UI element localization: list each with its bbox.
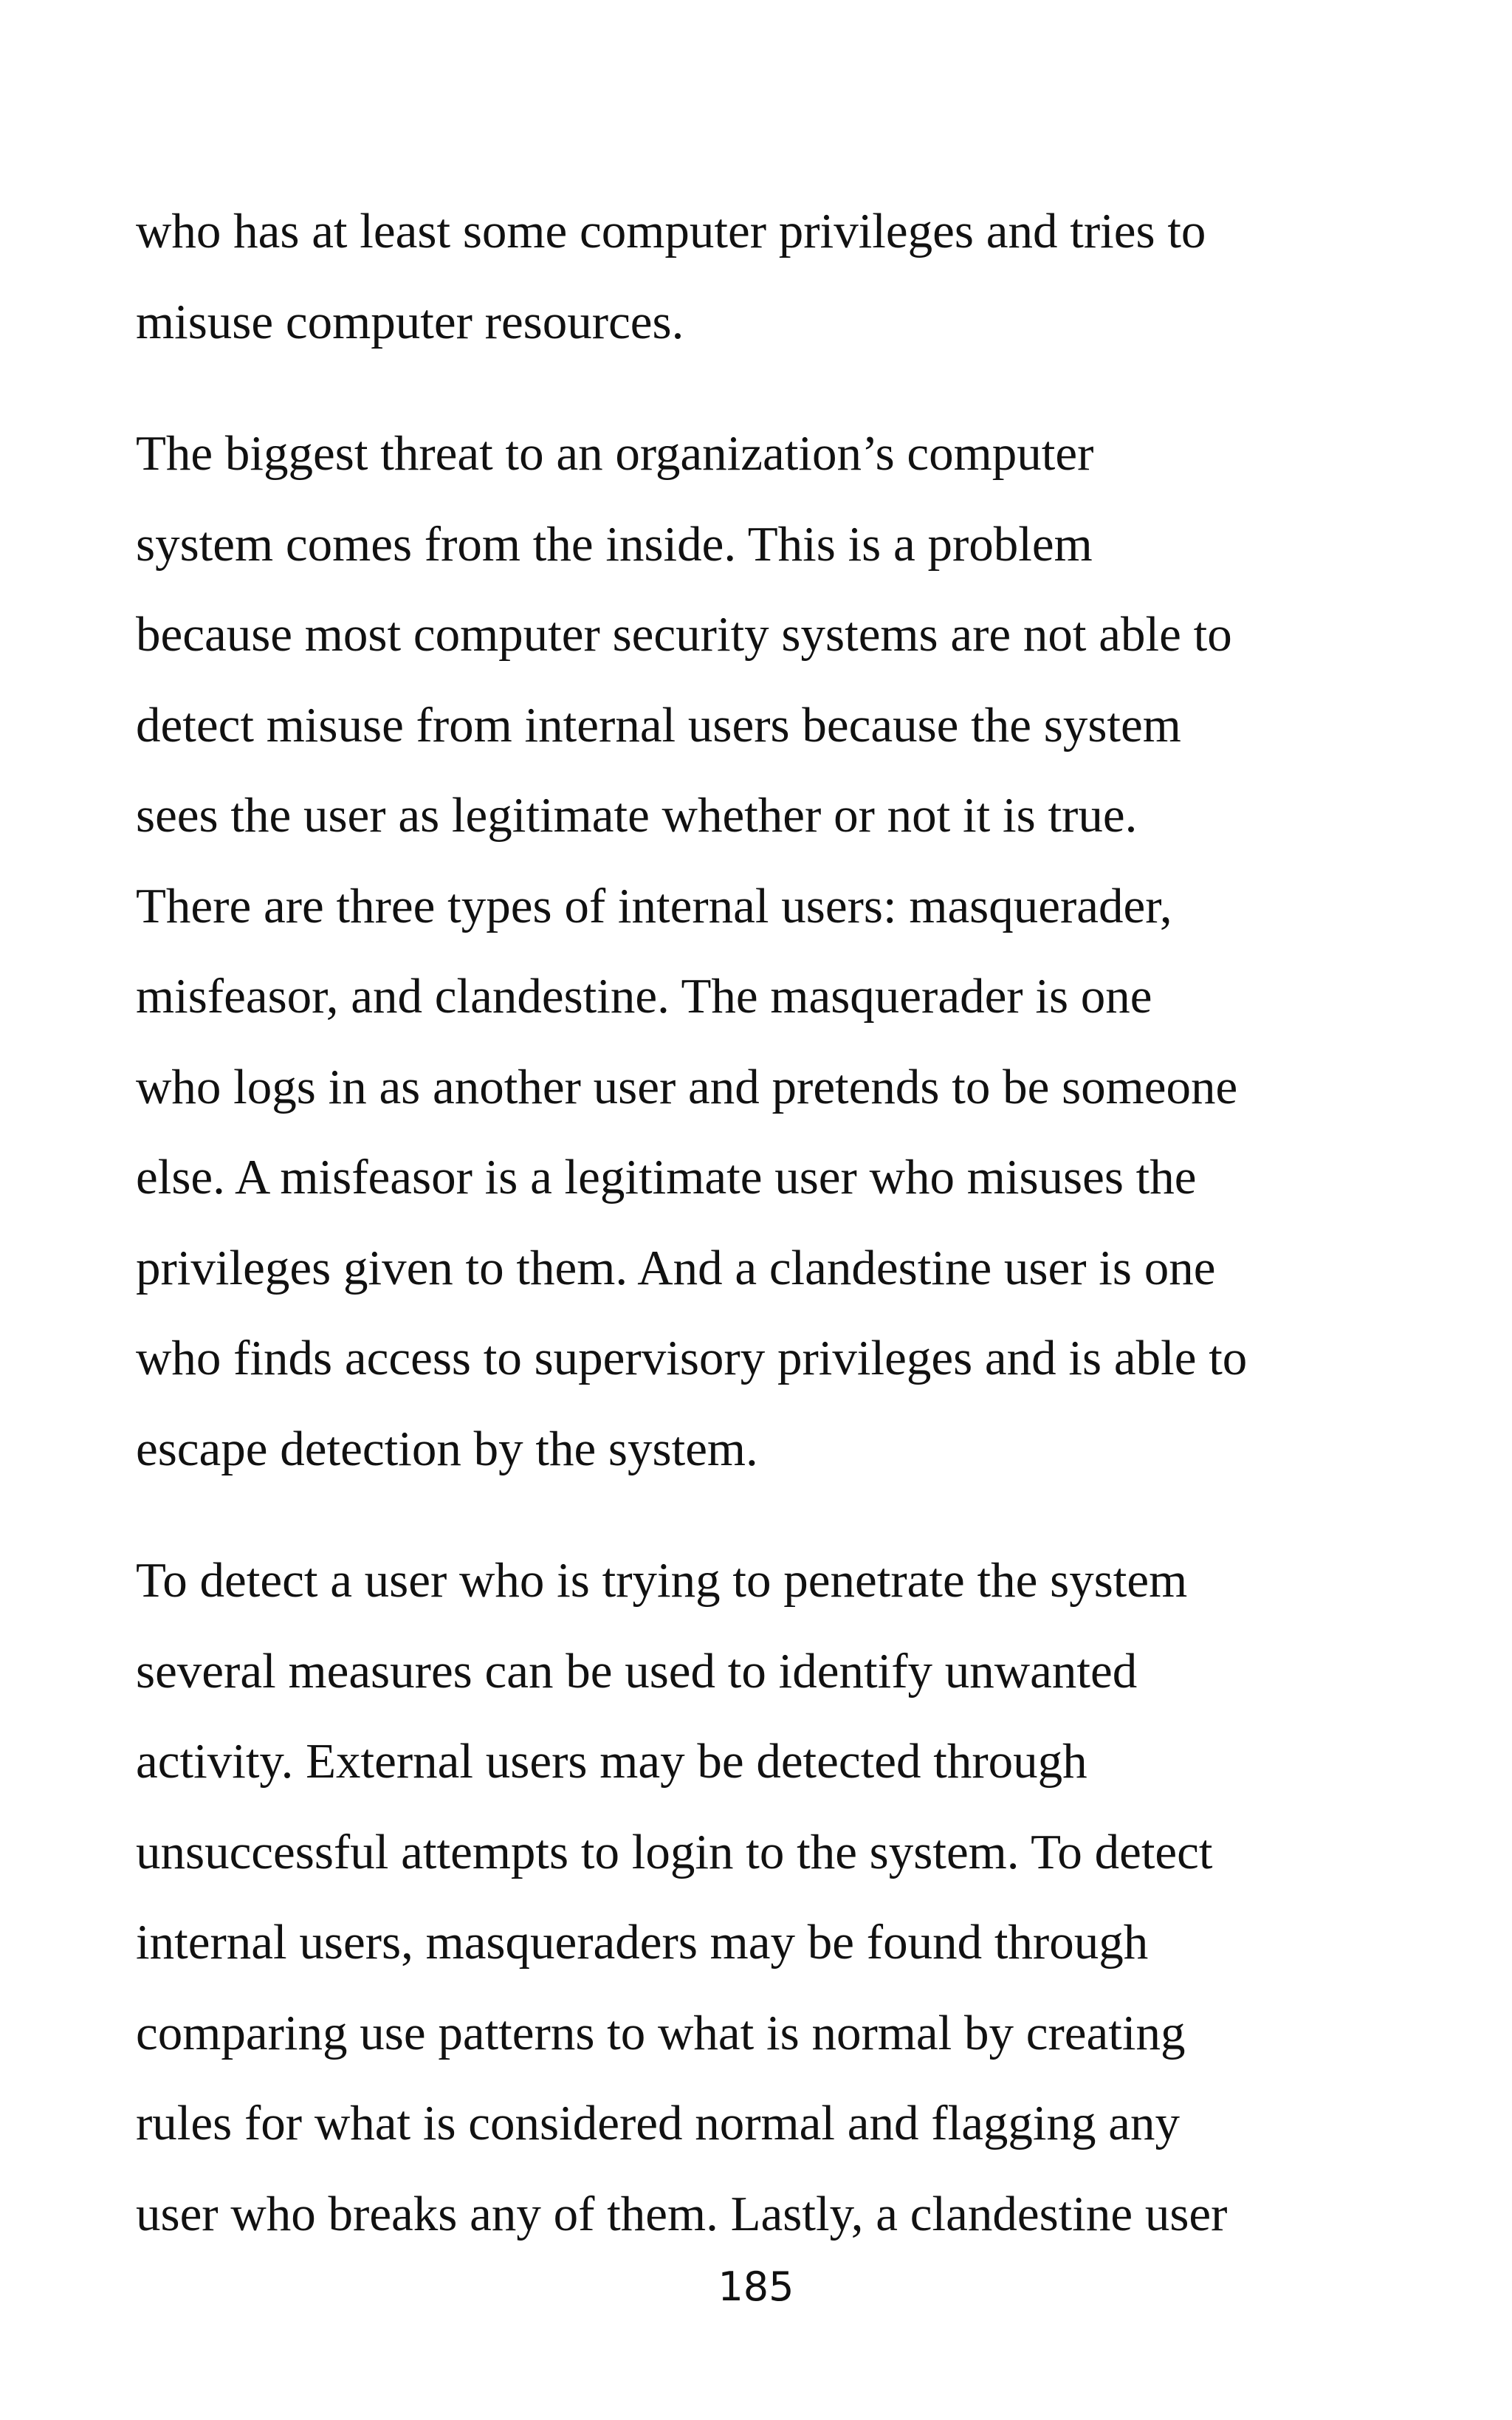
text-line: detect misuse from internal users because the system xyxy=(136,697,1181,753)
text-line: There are three types of internal users: masquerader, xyxy=(136,878,1172,933)
paragraph-1 xyxy=(136,186,1406,367)
text-line: activity. External users may be detected through xyxy=(136,1734,1087,1789)
text-line: who finds access to supervisory privileges and is able to xyxy=(136,1331,1248,1385)
text-line: sees the user as legitimate whether or not it is true. xyxy=(136,788,1138,843)
text-line: privileges given to them. And a clandestine user is one xyxy=(136,1240,1216,1295)
text-line: else. A misfeasor is a legitimate user who misuses the xyxy=(136,1150,1197,1204)
text-line: misfeasor, and clandestine. The masquerader is one xyxy=(136,969,1152,1024)
text-line: comparing use patterns to what is normal by creating xyxy=(136,2005,1186,2060)
text-line: internal users, masqueraders may be found through xyxy=(136,1915,1149,1970)
text-line: because most computer security systems are not able to xyxy=(136,607,1232,662)
text-line: who has at least some computer privileges and tries to xyxy=(136,204,1206,258)
body-text xyxy=(136,186,1406,2259)
text-line: misuse computer resources. xyxy=(136,294,684,349)
text-line: To detect a user who is trying to penetrate the system xyxy=(136,1553,1188,1608)
text-line: rules for what is considered normal and flagging any xyxy=(136,2096,1181,2150)
text-line: who logs in as another user and pretends to be someone xyxy=(136,1059,1238,1114)
text-line: several measures can be used to identify unwanted xyxy=(136,1643,1138,1699)
paragraph-3 xyxy=(136,1535,1406,2259)
text-line: user who breaks any of them. Lastly, a clandestine user xyxy=(136,2186,1228,2241)
text-line: system comes from the inside. This is a problem xyxy=(136,516,1093,572)
text-line: escape detection by the system. xyxy=(136,1421,758,1476)
paragraph-2 xyxy=(136,408,1406,1494)
text-line: The biggest threat to an organization’s computer xyxy=(136,426,1094,481)
page-number: 185 xyxy=(718,2263,794,2310)
text-line: unsuccessful attempts to login to the system. To detect xyxy=(136,1824,1213,1879)
